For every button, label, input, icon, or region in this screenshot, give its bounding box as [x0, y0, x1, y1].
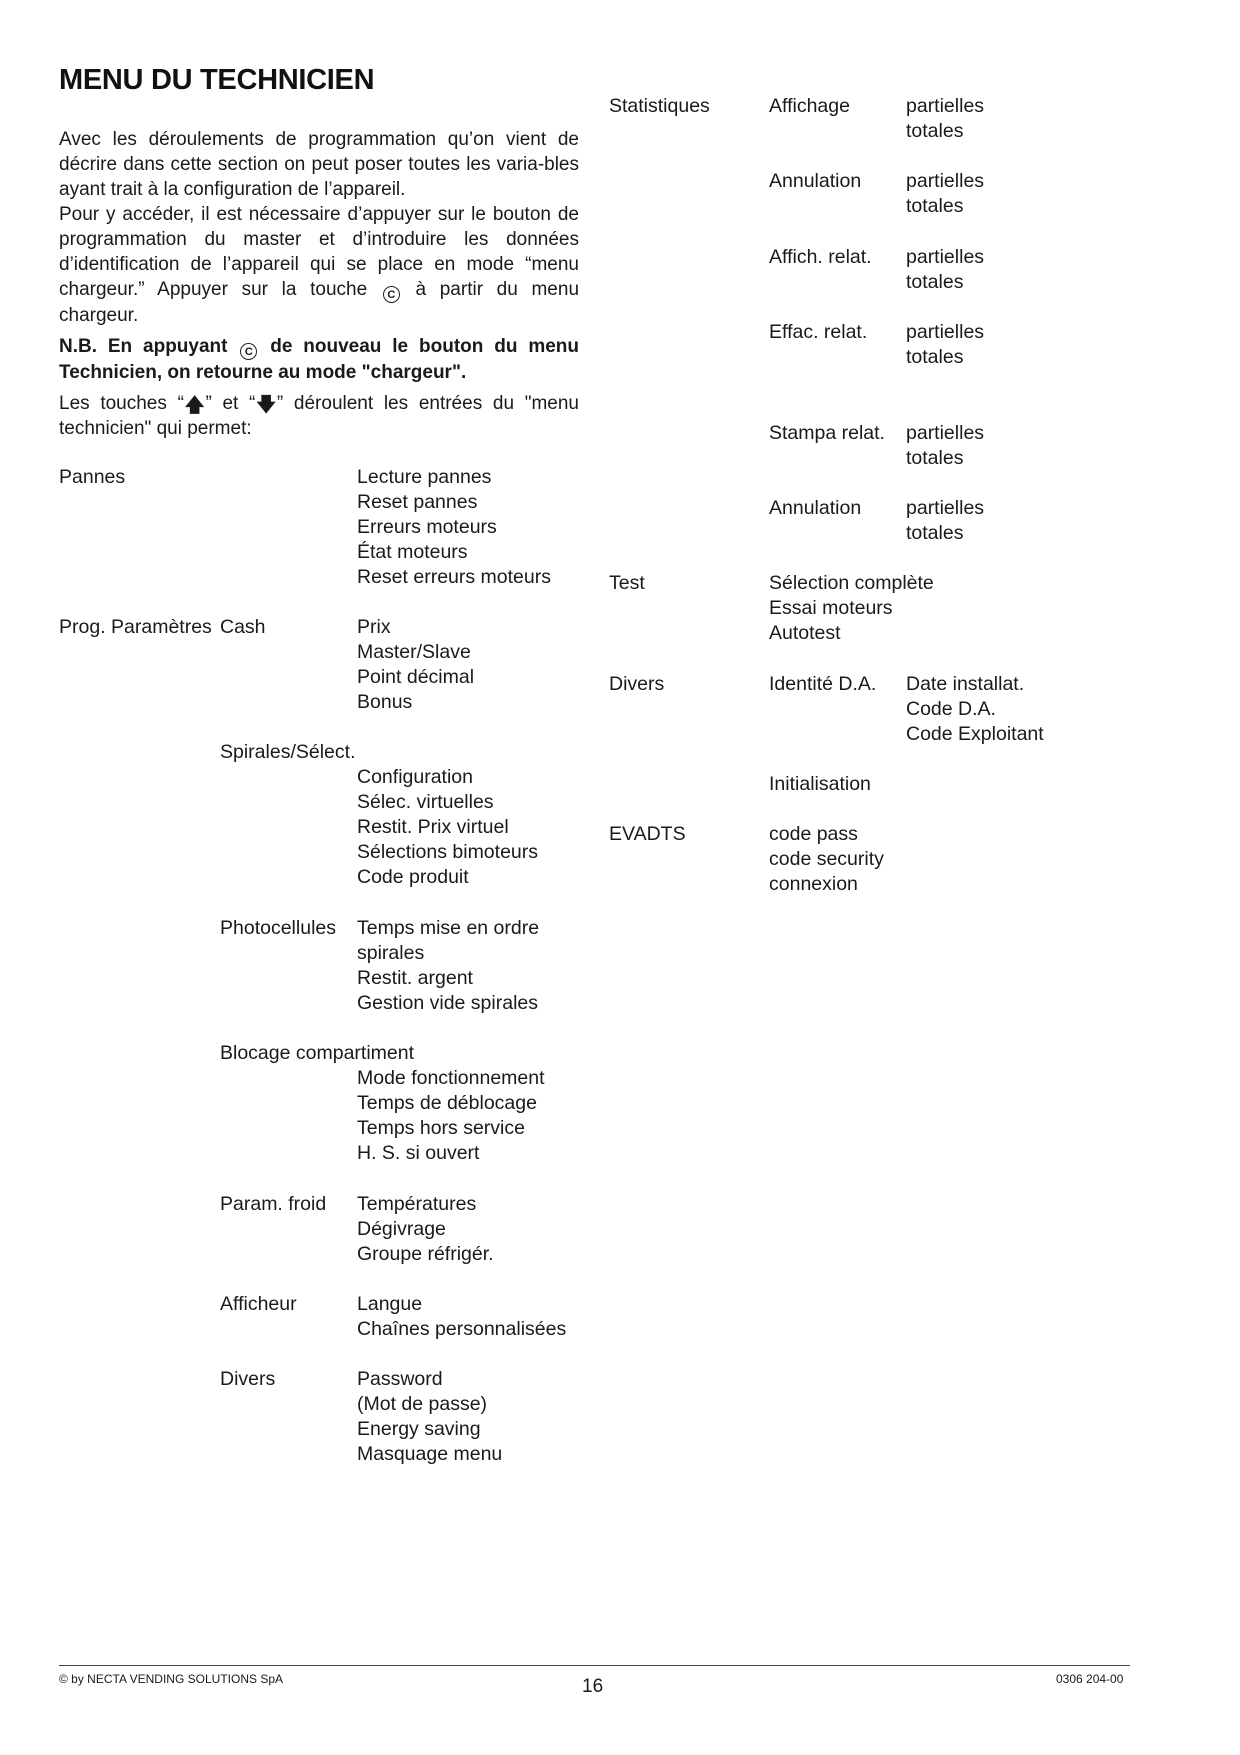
menu-item: Point décimal	[357, 666, 475, 688]
menu-divers-label: Divers	[609, 673, 665, 695]
menu-item: Bonus	[357, 691, 413, 713]
menu-item: Masquage menu	[357, 1443, 503, 1465]
menu-item: Essai moteurs	[769, 597, 893, 619]
menu-test-label: Test	[609, 572, 645, 594]
submenu-spirales-label: Spirales/Sélect.	[220, 741, 356, 763]
menu-statistiques-label: Statistiques	[609, 95, 710, 117]
arrow-down-icon: 🡇	[256, 395, 276, 416]
stat-row-option: partielles	[906, 170, 985, 192]
footer-copyright: © by NECTA VENDING SOLUTIONS SpA	[59, 1672, 284, 1686]
menu-item: Prix	[357, 616, 391, 638]
keys-text: ” et “	[205, 393, 256, 414]
menu-item: spirales	[357, 942, 425, 964]
stat-row-option: totales	[906, 271, 964, 293]
stat-row-option: partielles	[906, 321, 985, 343]
stat-row-option: partielles	[906, 497, 985, 519]
menu-item: Températures	[357, 1193, 477, 1215]
stat-row-option: totales	[906, 346, 964, 368]
menu-item: Code D.A.	[906, 698, 996, 720]
submenu-afficheur-label: Afficheur	[220, 1293, 297, 1315]
menu-evadts-label: EVADTS	[609, 823, 686, 845]
submenu-param-froid-label: Param. froid	[220, 1193, 327, 1215]
menu-item: Lecture pannes	[357, 466, 492, 488]
menu-item: Autotest	[769, 622, 841, 644]
intro-text	[59, 127, 579, 441]
menu-item: (Mot de passe)	[357, 1393, 488, 1415]
stat-row-option: partielles	[906, 246, 985, 268]
menu-item: Restit. Prix virtuel	[357, 816, 509, 838]
submenu-initialisation-label: Initialisation	[769, 773, 871, 795]
menu-item: Code produit	[357, 866, 469, 888]
submenu-photocellules-label: Photocellules	[220, 917, 336, 939]
footer-divider	[59, 1665, 1130, 1666]
menu-item: Chaînes personnalisées	[357, 1318, 567, 1340]
submenu-identite-label: Identité D.A.	[769, 673, 877, 695]
menu-pannes-label: Pannes	[59, 466, 126, 488]
document-code: 0306 204-00	[1056, 1672, 1124, 1686]
menu-item: Temps mise en ordre	[357, 917, 540, 939]
page-title: MENU DU TECHNICIEN	[59, 64, 375, 96]
stat-row-label: Effac. relat.	[769, 321, 868, 343]
menu-prog-parametres-label: Prog. Paramètres	[59, 616, 212, 638]
menu-item: code security	[769, 848, 884, 870]
stat-row-option: totales	[906, 522, 964, 544]
menu-item: Reset erreurs moteurs	[357, 566, 551, 588]
menu-item: Erreurs moteurs	[357, 516, 497, 538]
arrow-up-icon: 🡅	[184, 395, 205, 416]
page-number: 16	[582, 1676, 604, 1697]
programming-key-icon: C	[240, 343, 257, 360]
stat-row-label: Affichage	[769, 95, 850, 117]
stat-row-label: Annulation	[769, 170, 862, 192]
stat-row-option: partielles	[906, 95, 985, 117]
menu-item: Date installat.	[906, 673, 1025, 695]
programming-key-icon: C	[383, 286, 400, 303]
stat-row-label: Annulation	[769, 497, 862, 519]
stat-row-option: totales	[906, 120, 964, 142]
menu-item: Sélections bimoteurs	[357, 841, 539, 863]
menu-item: connexion	[769, 873, 858, 895]
menu-item: Energy saving	[357, 1418, 481, 1440]
submenu-blocage-label: Blocage compartiment	[220, 1042, 415, 1064]
menu-item: Master/Slave	[357, 641, 471, 663]
menu-item: Groupe réfrigér.	[357, 1243, 494, 1265]
intro-p2-text-end: à partir du menu chargeur.	[59, 279, 580, 326]
stat-row-option: totales	[906, 447, 964, 469]
menu-item: code pass	[769, 823, 858, 845]
submenu-cash-label: Cash	[220, 616, 266, 638]
intro-paragraph-2	[59, 202, 579, 328]
nb-text-end: de nouveau le bouton du menu Technicien, on retourne au mode "chargeur".	[59, 336, 579, 383]
menu-item: Sélec. virtuelles	[357, 791, 494, 813]
menu-item: Restit. argent	[357, 967, 473, 989]
menu-item: Password	[357, 1368, 443, 1390]
stat-row-option: totales	[906, 195, 964, 217]
menu-item: Code Exploitant	[906, 723, 1044, 745]
menu-item: État moteurs	[357, 541, 468, 563]
keys-text: Les touches “	[59, 393, 184, 414]
menu-item: Sélection complète	[769, 572, 934, 594]
menu-item: Temps de déblocage	[357, 1092, 537, 1114]
stat-row-option: partielles	[906, 422, 985, 444]
menu-item: Mode fonctionnement	[357, 1067, 545, 1089]
menu-item: H. S. si ouvert	[357, 1142, 480, 1164]
menu-item: Configuration	[357, 766, 473, 788]
stat-row-label: Stampa relat.	[769, 422, 885, 444]
menu-item: Reset pannes	[357, 491, 478, 513]
nb-text: N.B. En appuyant	[59, 336, 228, 357]
keys-text-end: ” déroulent les entrées du "menu technicien" qui permet:	[59, 393, 579, 439]
keys-paragraph	[59, 391, 579, 441]
intro-paragraph-1: Avec les déroulements de programmation qu’on vient de décrire dans cette section on peut poser toutes les varia-bles ayant trait à la configuration de l’appareil.	[59, 129, 579, 200]
menu-item: Gestion vide spirales	[357, 992, 539, 1014]
submenu-divers-label: Divers	[220, 1368, 276, 1390]
menu-item: Temps hors service	[357, 1117, 525, 1139]
stat-row-label: Affich. relat.	[769, 246, 872, 268]
menu-item: Dégivrage	[357, 1218, 446, 1240]
menu-item: Langue	[357, 1293, 423, 1315]
intro-p2-text: Pour y accéder, il est nécessaire d’appuyer sur le bouton de programmation du master et d’introduire les données d’identification de l’appareil qui se place en mode “menu chargeur.” Appuyer sur la touche	[59, 204, 579, 300]
nb-note	[59, 334, 579, 385]
